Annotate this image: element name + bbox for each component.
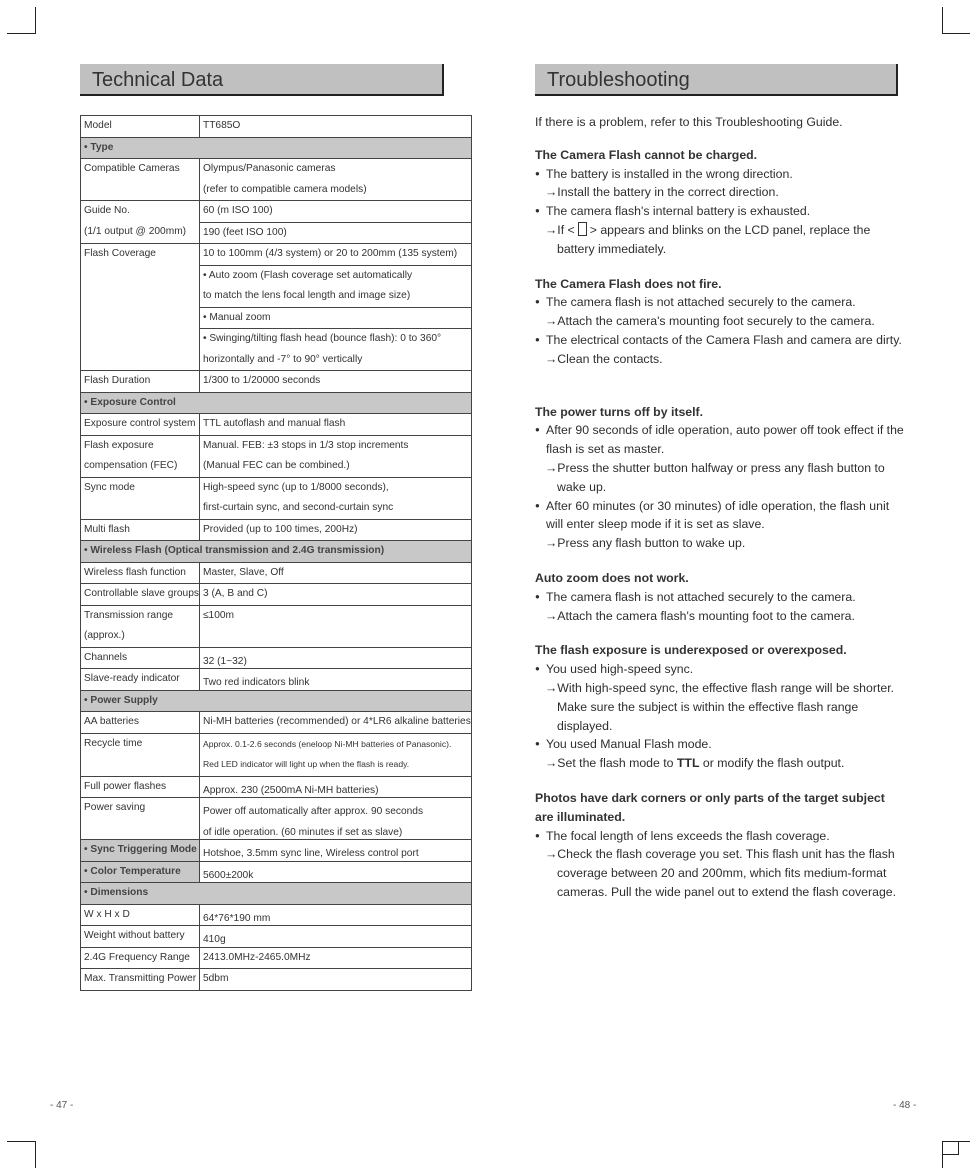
crop-mark	[942, 1141, 970, 1142]
table-row	[81, 116, 472, 138]
value-subcell	[200, 905, 471, 926]
solution-part: →With high-speed sync, the effective flash range will be shorter. Make sure the subject is within the effective flash range displayed.	[545, 680, 895, 733]
page-number-right: - 48 -	[893, 1100, 917, 1111]
row-value: Two red indicators blink	[202, 677, 310, 688]
row-value: • Swinging/tilting flash head (bounce flash): 0 to 360°	[202, 333, 442, 344]
table-row	[81, 244, 472, 371]
row-value: 64*76*190 mm	[202, 912, 271, 924]
troubleshooting-body	[535, 113, 905, 918]
crop-mark	[942, 7, 943, 34]
row-value-cell	[199, 669, 471, 691]
value-subcell	[200, 648, 471, 669]
cause-item: ● The battery is installed in the wrong direction.	[535, 165, 905, 184]
section-header	[81, 137, 472, 159]
row-label-cell	[81, 669, 200, 691]
troubleshooting-section	[535, 403, 905, 553]
table-row	[81, 798, 472, 840]
row-label-cell	[81, 371, 200, 393]
section-label: • Wireless Flash (Optical transmission and 2.4G transmission)	[84, 545, 385, 556]
row-value-cell	[199, 477, 471, 519]
row-value-cell	[199, 159, 471, 201]
row-label-cell	[81, 798, 200, 840]
row-label: Model	[84, 120, 112, 131]
row-value-cell	[199, 244, 471, 371]
crop-mark	[35, 7, 36, 34]
solution-part: or modify the flash output.	[699, 756, 845, 771]
value-subcell	[200, 669, 471, 690]
solution-text	[535, 459, 905, 497]
solution-text	[535, 845, 905, 901]
table-row	[81, 712, 472, 734]
row-label: Full power flashes	[84, 780, 167, 792]
row-label: Weight without battery	[84, 930, 185, 941]
value-subcell	[200, 862, 471, 883]
row-value-cell	[199, 371, 471, 393]
row-value-cell	[199, 904, 471, 926]
cause-item: ● The electrical contacts of the Camera Flash and camera are dirty.	[535, 331, 905, 350]
value-subcell	[200, 563, 471, 584]
row-label: Recycle time	[84, 737, 143, 749]
row-value: High-speed sync (up to 1/8000 seconds),	[202, 481, 389, 493]
solution-part: →Clean the contacts.	[545, 351, 663, 366]
row-label-cell	[81, 605, 200, 647]
row-value-cell	[199, 647, 471, 669]
troubleshooting-section	[535, 146, 905, 259]
cause-item: ● After 90 seconds of idle operation, auto power off took effect if the flash is set as master.	[535, 421, 905, 459]
value-subcell	[200, 371, 471, 392]
cause-item: ● The camera flash is not attached securely to the camera.	[535, 293, 905, 312]
row-value-cell	[199, 116, 471, 138]
crop-mark	[942, 1154, 959, 1155]
row-value-cell	[199, 969, 471, 991]
row-value: to match the lens focal length and image size)	[202, 290, 411, 301]
solution-text	[535, 312, 905, 331]
section-header	[81, 690, 472, 712]
value-subcell	[200, 840, 471, 861]
solution-part: →Check the flash coverage you set. This flash unit has the flash coverage between 20 and 200mm, which fits medium-format cameras. Pull the wide panel out to extend the flash coverage.	[545, 847, 897, 899]
row-label: W x H x D	[84, 908, 130, 920]
value-subcell	[200, 244, 471, 265]
row-value-cell	[199, 926, 471, 948]
solution-text	[535, 534, 905, 553]
intro-text: If there is a problem, refer to this Troubleshooting Guide.	[535, 115, 843, 129]
table-row	[81, 969, 472, 991]
row-label: 2.4G Frequency Range	[84, 951, 190, 963]
problem-heading: Auto zoom does not work.	[535, 570, 689, 585]
row-value-cell	[199, 414, 471, 436]
crop-mark	[7, 33, 36, 34]
solution-part: →Attach the camera flash's mounting foot to the camera.	[545, 608, 855, 623]
solution-text	[535, 754, 905, 773]
solution-part: →If <	[545, 222, 575, 237]
value-subcell	[200, 265, 471, 307]
row-value-cell	[199, 519, 471, 541]
solution-bold: TTL	[676, 756, 700, 771]
cause-item: ● The camera flash is not attached securely to the camera.	[535, 588, 905, 607]
troubleshooting-section	[535, 275, 905, 369]
row-label: Slave-ready indicator	[84, 673, 180, 684]
row-value: horizontally and -7° to 90° vertically	[202, 353, 363, 365]
row-label: Controllable slave groups	[84, 588, 199, 599]
section-label: • Type	[84, 141, 114, 153]
row-label-cell	[81, 584, 200, 606]
value-subcell	[200, 414, 471, 435]
row-value: 1/300 to 1/20000 seconds	[202, 375, 321, 386]
row-value: 2413.0MHz-2465.0MHz	[202, 951, 311, 963]
row-value-cell	[199, 584, 471, 606]
crop-mark	[958, 1141, 959, 1154]
row-value-cell	[199, 798, 471, 840]
value-subcell	[200, 436, 471, 477]
row-value: 5600±200k	[202, 869, 254, 881]
value-subcell	[200, 520, 471, 541]
row-value: Power off automatically after approx. 90 seconds	[202, 806, 424, 817]
table-row	[81, 519, 472, 541]
row-label: Guide No.	[84, 205, 130, 216]
row-value: 410g	[202, 934, 226, 945]
row-label: Compatible Cameras	[84, 163, 180, 174]
section-row	[81, 690, 472, 712]
row-label-cell	[81, 159, 200, 201]
row-label: Max. Transmitting Power	[84, 973, 197, 984]
row-value-cell	[199, 712, 471, 734]
row-value: TT685O	[202, 120, 241, 131]
solution-part: →Press the shutter button halfway or press any flash button to wake up.	[545, 460, 885, 494]
value-subcell	[200, 116, 471, 137]
row-value-cell	[199, 733, 471, 776]
row-value: Olympus/Panasonic cameras	[202, 163, 336, 174]
row-value: 190 (feet ISO 100)	[202, 226, 287, 238]
table-row	[81, 159, 472, 201]
row-label-cell	[81, 947, 200, 969]
value-subcell	[200, 222, 471, 244]
row-label-cell	[81, 840, 200, 862]
row-label-cell	[81, 861, 200, 883]
crop-mark	[7, 1141, 36, 1142]
cause-item: ● The focal length of lens exceeds the flash coverage.	[535, 827, 905, 846]
table-row	[81, 414, 472, 436]
solution-text	[535, 350, 905, 369]
cause-item: ● You used high-speed sync.	[535, 660, 905, 679]
row-value: ≤100m	[202, 609, 235, 621]
problem-heading: The Camera Flash cannot be charged.	[535, 147, 758, 162]
row-label-cell	[81, 712, 200, 734]
table-row	[81, 647, 472, 669]
table-row	[81, 861, 472, 883]
row-value: 32 (1~32)	[202, 655, 247, 667]
row-label: Flash exposure	[84, 439, 154, 451]
row-value: first-curtain sync, and second-curtain sync	[202, 502, 394, 513]
row-value: Provided (up to 100 times, 200Hz)	[202, 523, 358, 535]
row-value: • Auto zoom (Flash coverage set automatically	[202, 269, 413, 281]
row-label: Multi flash	[84, 523, 130, 535]
row-value-cell	[199, 861, 471, 883]
row-label-cell	[81, 519, 200, 541]
problem-heading: The power turns off by itself.	[535, 404, 704, 419]
value-subcell	[200, 328, 471, 370]
solution-part: →Attach the camera's mounting foot securely to the camera.	[545, 314, 875, 329]
row-value: Master, Slave, Off	[202, 566, 284, 578]
row-label: Flash Coverage	[84, 248, 156, 259]
row-value: • Manual zoom	[202, 311, 271, 323]
row-value: Hotshoe, 3.5mm sync line, Wireless control port	[202, 848, 419, 859]
row-value: Ni-MH batteries (recommended) or 4*LR6 alkaline batteries	[202, 716, 471, 727]
technical-data-title: Technical Data	[80, 64, 444, 96]
solution-part: →Press any flash button to wake up.	[545, 536, 746, 551]
table-row	[81, 776, 472, 798]
section-label: • Dimensions	[84, 887, 149, 898]
row-label-cell	[81, 414, 200, 436]
row-label: • Color Temperature	[84, 865, 181, 877]
value-subcell	[200, 584, 471, 605]
row-value: 10 to 100mm (4/3 system) or 20 to 200mm (135 system)	[202, 248, 458, 259]
value-subcell	[200, 712, 471, 733]
row-label-cell	[81, 647, 200, 669]
crop-mark	[942, 33, 970, 34]
row-label: Sync mode	[84, 481, 135, 493]
troubleshooting-title: Troubleshooting	[535, 64, 898, 96]
row-value-cell	[199, 840, 471, 862]
row-label: (approx.)	[84, 630, 125, 641]
row-label-cell	[81, 904, 200, 926]
row-label-cell	[81, 244, 200, 371]
cause-item: ● You used Manual Flash mode.	[535, 735, 905, 754]
row-value	[203, 626, 471, 647]
section-row	[81, 137, 472, 159]
row-value: (Manual FEC can be combined.)	[202, 460, 350, 471]
row-label-cell	[81, 776, 200, 798]
problem-heading: The Camera Flash does not fire.	[535, 276, 722, 291]
row-value-cell	[199, 605, 471, 647]
page-number-left: - 47 -	[50, 1100, 74, 1111]
row-label: Channels	[84, 651, 128, 663]
solution-text	[535, 607, 905, 626]
section-header	[81, 392, 472, 414]
solution-text	[535, 221, 905, 259]
row-label-cell	[81, 562, 200, 584]
table-row	[81, 840, 472, 862]
row-label: • Sync Triggering Mode	[84, 844, 197, 855]
row-label-cell	[81, 733, 200, 776]
row-label: Flash Duration	[84, 375, 151, 386]
section-header	[81, 883, 472, 905]
section-label: • Exposure Control	[84, 396, 176, 408]
section-row	[81, 392, 472, 414]
value-subcell	[200, 307, 471, 329]
table-row	[81, 733, 472, 776]
value-subcell	[200, 606, 471, 647]
row-value: Manual. FEB: ±3 stops in 1/3 stop increments	[202, 439, 409, 451]
table-row	[81, 371, 472, 393]
row-label-cell	[81, 477, 200, 519]
table-row	[81, 562, 472, 584]
battery-icon	[578, 222, 587, 236]
value-subcell	[200, 926, 471, 947]
troubleshooting-section	[535, 569, 905, 625]
row-label: (1/1 output @ 200mm)	[84, 225, 187, 237]
section-row	[81, 883, 472, 905]
row-value: 3 (A, B and C)	[202, 588, 268, 599]
troubleshooting-section	[535, 641, 905, 773]
value-subcell	[200, 478, 471, 519]
row-label-cell	[81, 116, 200, 138]
problem-heading: Photos have dark corners or only parts of the target subject are illuminated.	[535, 790, 885, 824]
row-label: Wireless flash function	[84, 566, 186, 578]
row-value: 5dbm	[202, 973, 229, 984]
solution-part: →Install the battery in the correct direction.	[545, 185, 779, 200]
row-value: Approx. 0.1-2.6 seconds (eneloop Ni-MH batteries of Panasonic).	[202, 738, 452, 749]
row-label: Exposure control system	[84, 418, 196, 429]
troubleshooting-section	[535, 789, 905, 902]
row-value-cell	[199, 947, 471, 969]
row-label-cell	[81, 969, 200, 991]
table-row	[81, 947, 472, 969]
value-subcell	[200, 948, 471, 969]
table-row	[81, 926, 472, 948]
row-label: AA batteries	[84, 716, 139, 727]
value-subcell	[200, 159, 471, 200]
row-label: compensation (FEC)	[84, 460, 178, 471]
value-subcell	[200, 201, 471, 222]
row-label: Power saving	[84, 802, 146, 813]
table-row	[81, 477, 472, 519]
spec-table	[80, 115, 472, 991]
table-row	[81, 669, 472, 691]
table-row	[81, 201, 472, 244]
row-label: Transmission range	[84, 609, 174, 621]
solution-text	[535, 183, 905, 202]
table-row	[81, 584, 472, 606]
table-row	[81, 605, 472, 647]
row-value: (refer to compatible camera models)	[202, 183, 367, 195]
row-value-cell	[199, 201, 471, 244]
solution-part: →Set the flash mode to	[545, 756, 677, 771]
row-value: TTL autoflash and manual flash	[202, 418, 346, 429]
section-header	[81, 541, 472, 563]
solution-text	[535, 679, 905, 735]
table-row	[81, 904, 472, 926]
row-value-cell	[199, 435, 471, 477]
cause-item: ● After 60 minutes (or 30 minutes) of idle operation, the flash unit will enter sleep mode if it is set as slave.	[535, 497, 905, 535]
row-label-cell	[81, 435, 200, 477]
table-row	[81, 435, 472, 477]
section-row	[81, 541, 472, 563]
value-subcell	[200, 969, 471, 990]
row-label-cell	[81, 926, 200, 948]
section-label: • Power Supply	[84, 694, 158, 706]
row-value: Red LED indicator will light up when the flash is ready.	[202, 759, 410, 769]
value-subcell	[200, 777, 471, 798]
crop-mark	[35, 1141, 36, 1168]
row-label-cell	[81, 201, 200, 244]
solution-part: > appears and blinks on the LCD panel, replace the battery immediately.	[557, 222, 871, 256]
problem-heading: The flash exposure is underexposed or overexposed.	[535, 643, 847, 658]
row-value: 60 (m ISO 100)	[202, 205, 273, 216]
value-subcell	[200, 798, 471, 839]
row-value-cell	[199, 562, 471, 584]
row-value: Approx. 230 (2500mA Ni-MH batteries)	[202, 784, 379, 796]
value-subcell	[200, 734, 471, 776]
cause-item: ● The camera flash's internal battery is exhausted.	[535, 202, 905, 221]
row-value-cell	[199, 776, 471, 798]
row-value: of idle operation. (60 minutes if set as slave)	[202, 826, 403, 838]
